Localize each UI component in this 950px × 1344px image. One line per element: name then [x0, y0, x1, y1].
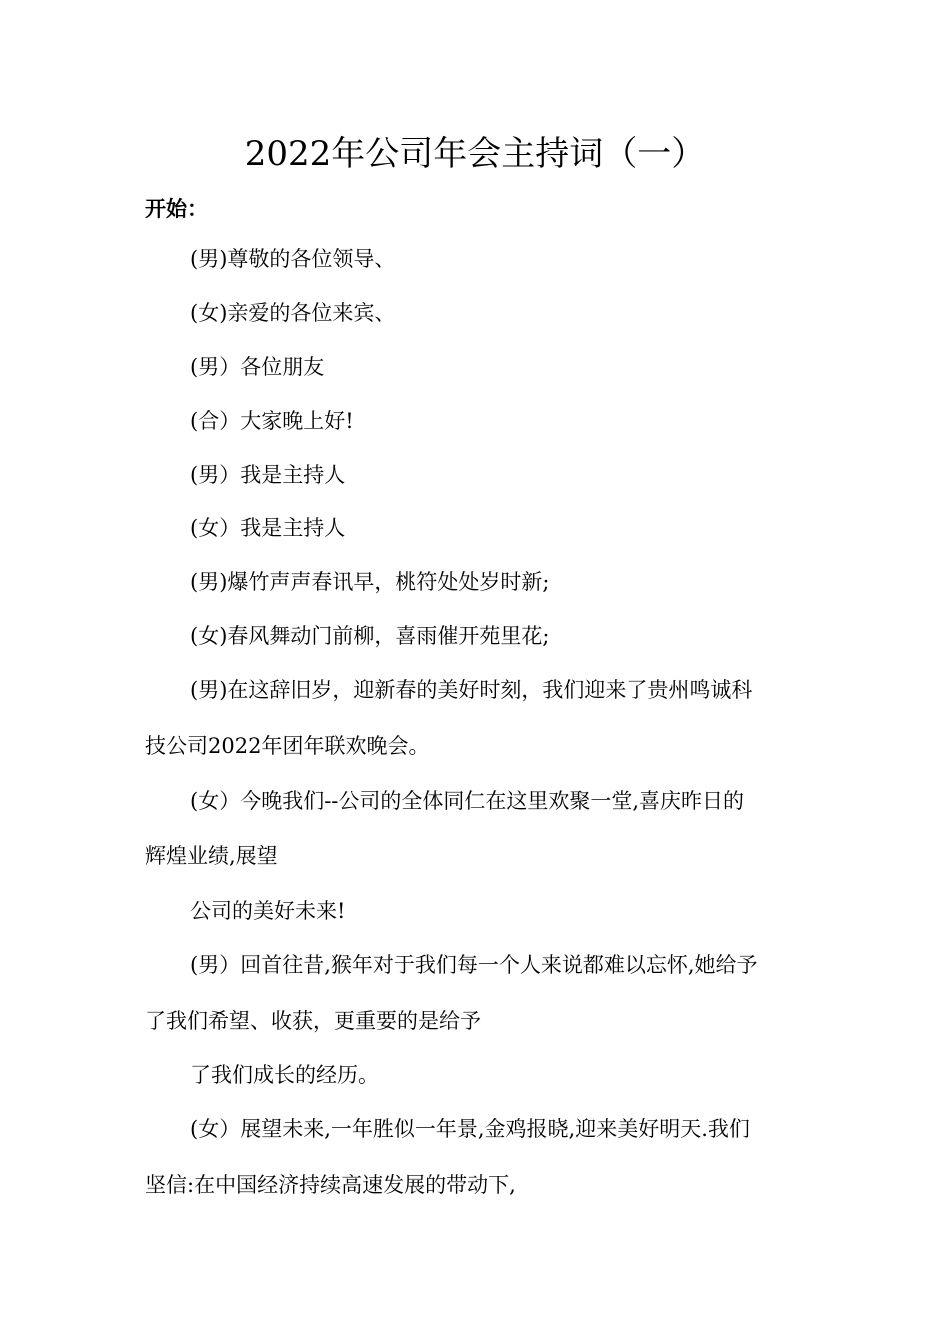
script-line: (合）大家晚上好! — [190, 409, 354, 433]
script-line: (女）我是主持人 — [190, 516, 346, 540]
script-line: (男)尊敬的各位领导、 — [190, 247, 396, 271]
script-line: (男）各位朋友 — [190, 355, 325, 379]
script-line-continuation: 坚信:在中国经济持续高速发展的带动下, — [145, 1173, 516, 1197]
script-line: (女）展望未来,一年胜似一年景,金鸡报晓,迎来美好明天.我们 — [190, 1117, 750, 1141]
script-line: 公司的美好未来! — [190, 899, 346, 923]
section-heading: 开始： — [145, 196, 208, 221]
script-line-continuation: 技公司2022年团年联欢晚会。 — [145, 734, 430, 758]
document-title: 2022年公司年会主持词（一） — [244, 134, 706, 174]
script-line-continuation: 了我们希望、收获，更重要的是给予 — [145, 1009, 481, 1033]
script-line: 了我们成长的经历。 — [190, 1063, 379, 1087]
script-line: (男）回首往昔,猴年对于我们每一个人来说都难以忘怀,她给予 — [190, 953, 758, 977]
script-line: (男)在这辞旧岁，迎新春的美好时刻，我们迎来了贵州鸣诚科 — [190, 678, 753, 702]
script-line: (男）我是主持人 — [190, 463, 346, 487]
script-line-continuation: 辉煌业绩,展望 — [145, 844, 278, 868]
script-line: (女)亲爱的各位来宾、 — [190, 301, 396, 325]
script-line: (女)春风舞动门前柳，喜雨催开苑里花; — [190, 624, 550, 648]
script-line: (女）今晚我们--公司的全体同仁在这里欢聚一堂,喜庆昨日的 — [190, 789, 745, 813]
script-line: (男)爆竹声声春讯早，桃符处处岁时新; — [190, 570, 550, 594]
